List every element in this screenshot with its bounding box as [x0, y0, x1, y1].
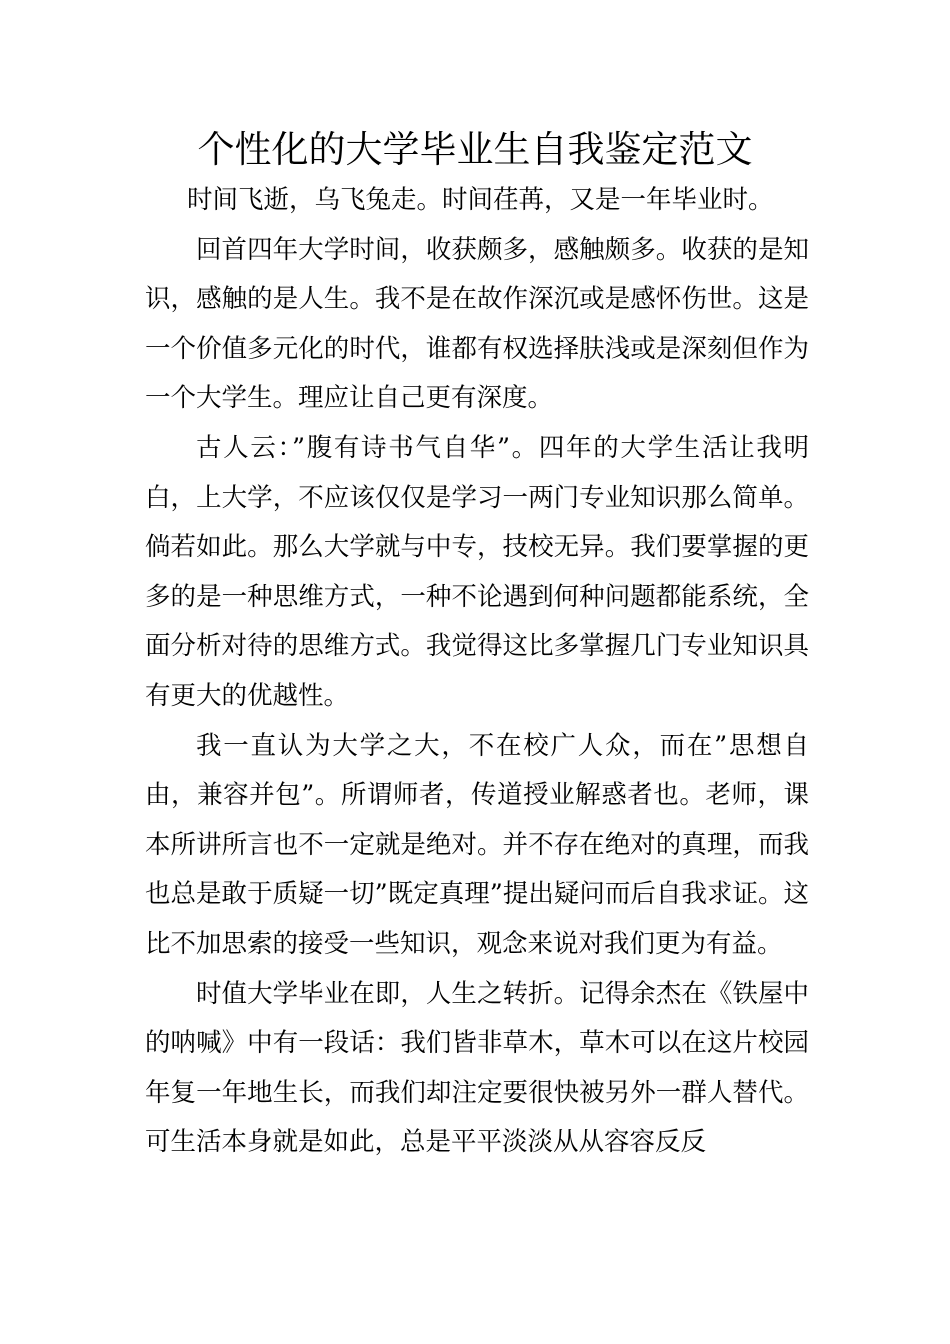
paragraph-5: 时值大学毕业在即，人生之转折。记得余杰在《铁屋中的呐喊》中有一段话：我们皆非草木，草木可以在这片校园年复一年地生长，而我们却注定要很快被另外一群人替代。可生活本身就是如此，总是平平淡淡从从容容反反 [145, 978, 809, 1158]
paragraph-1: 时间飞逝，乌飞兔走。时间荏苒，又是一年毕业时。 [187, 185, 774, 215]
document-title: 个性化的大学毕业生自我鉴定范文 [197, 128, 753, 171]
document-body [145, 176, 809, 1168]
paragraph-4: 我一直认为大学之大，不在校广人众，而在”思想自由，兼容并包”。所谓师者，传道授业解惑者也。老师，课本所讲所言也不一定就是绝对。并不存在绝对的真理，而我也总是敢于质疑一切”既定真理”提出疑问而后自我求证。这比不加思索的接受一些知识，观念来说对我们更为有益。 [145, 730, 809, 959]
paragraph-3: 古人云：”腹有诗书气自华”。四年的大学生活让我明白，上大学，不应该仅仅是学习一两门专业知识那么简单。倘若如此。那么大学就与中专，技校无异。我们要掌握的更多的是一种思维方式，一种不论遇到何种问题都能系统，全面分析对待的思维方式。我觉得这比多掌握几门专业知识具有更大的优越性。 [145, 432, 809, 711]
paragraph-2: 回首四年大学时间，收获颇多，感触颇多。收获的是知识，感触的是人生。我不是在故作深沉或是感怀伤世。这是一个价值多元化的时代，谁都有权选择肤浅或是深刻但作为一个大学生。理应让自己更有深度。 [145, 234, 809, 414]
